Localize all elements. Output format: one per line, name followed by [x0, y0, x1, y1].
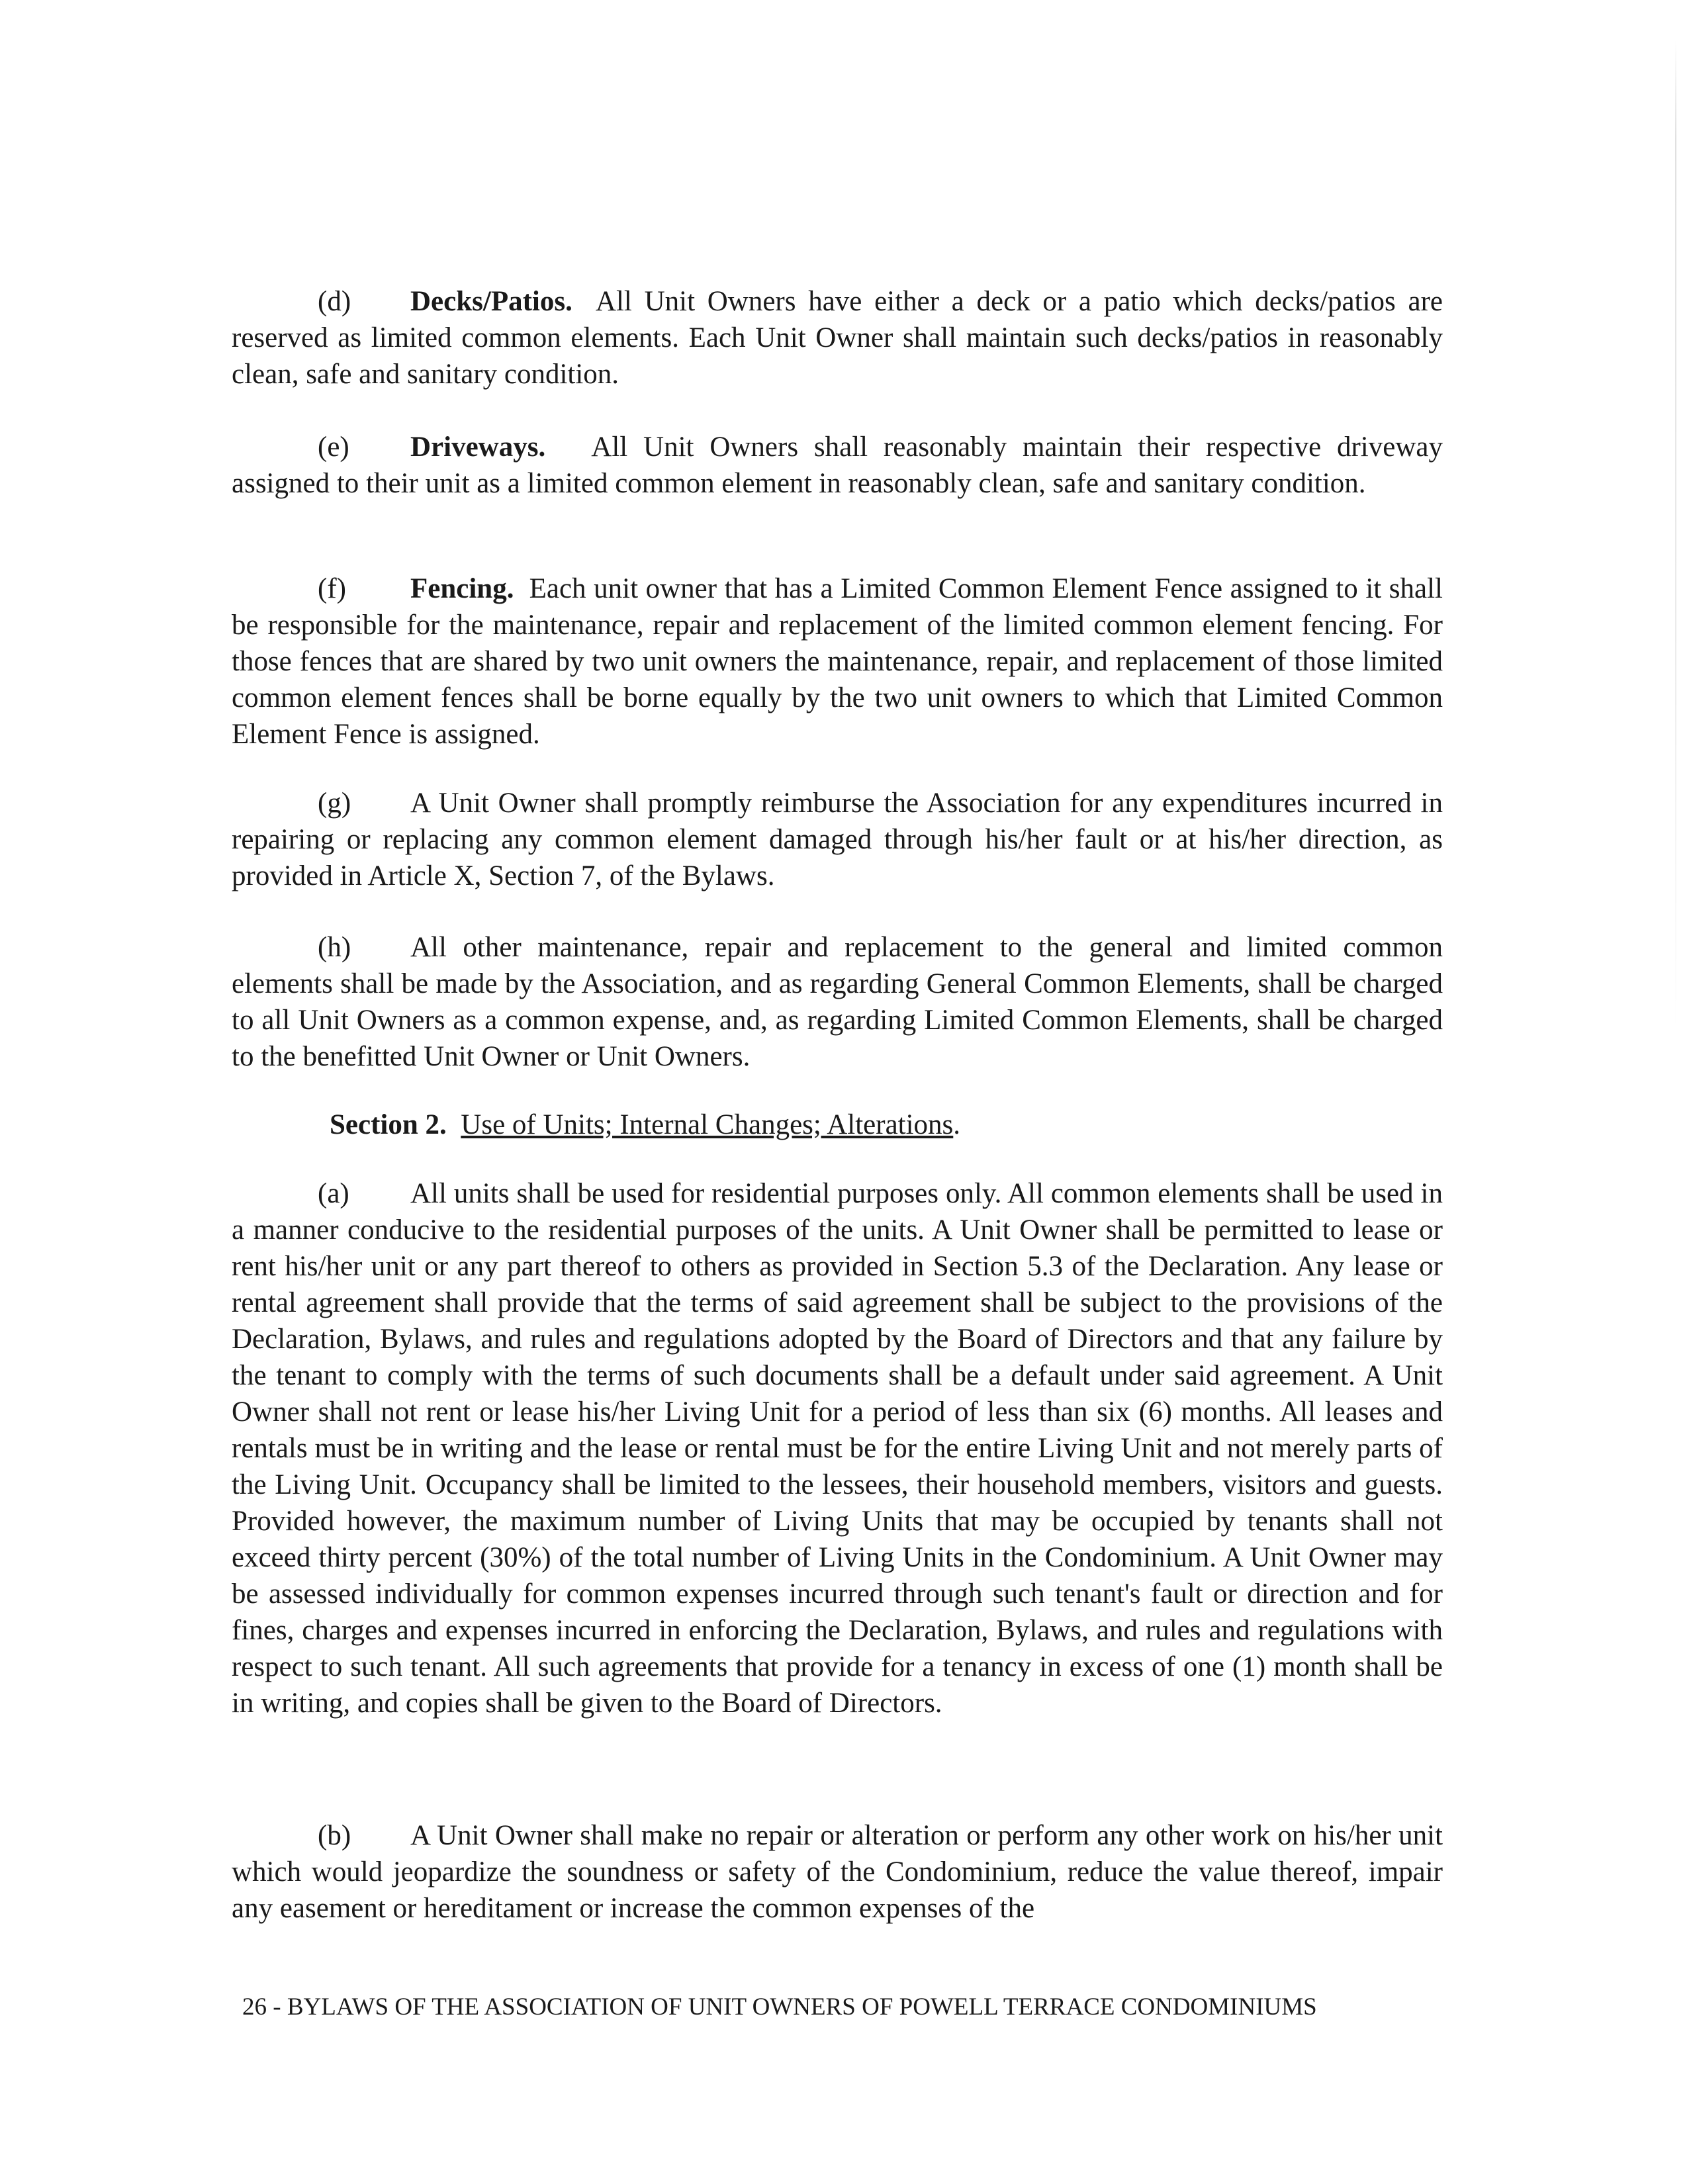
paragraph-f-heading: Fencing.	[410, 573, 514, 604]
paragraph-d-heading: Decks/Patios.	[410, 286, 572, 317]
paragraph-b-label: (b)	[318, 1820, 351, 1851]
paragraph-h	[232, 929, 1443, 1075]
paragraph-f-label: (f)	[318, 573, 346, 604]
paragraph-e	[232, 429, 1443, 502]
paragraph-d-label: (d)	[318, 286, 351, 317]
section-2-heading	[330, 1107, 960, 1143]
paragraph-a-label: (a)	[318, 1178, 349, 1209]
paragraph-e-label: (e)	[318, 432, 349, 463]
paragraph-g	[232, 785, 1443, 894]
paragraph-a-text: All units shall be used for residential purposes only. All common elements shall be used in a manner conducive to the residential purposes of the units. A Unit Owner shall be permitted to lease or rent his/her unit or any part thereof to others as provided in Section 5.3 of the Declaration. Any lease or rental agreement shall provide that the terms of said agreement shall be subject to the provisions of the Declaration, Bylaws, and rules and regulations adopted by the Board of Directors and that any failure by the tenant to comply with the terms of such documents shall be a default under said agreement. A Unit Owner shall not rent or lease his/her Living Unit for a period of less than six (6) months. All leases and rentals must be in writing and the lease or rental must be for the entire Living Unit and not merely parts of the Living Unit. Occupancy shall be limited to the lessees, their household members, visitors and guests. Provided however, the maximum number of Living Units that may be occupied by tenants shall not exceed thirty percent (30%) of the total number of Living Units in the Condominium. A Unit Owner may be assessed individually for common expenses incurred through such tenant's fault or direction and for fines, charges and expenses incurred in enforcing the Declaration, Bylaws, and rules and regulations with respect to such tenant. All such agreements that provide for a tenancy in excess of one (1) month shall be in writing, and copies shall be given to the Board of Directors.	[232, 1178, 1443, 1719]
paragraph-f-text: Each unit owner that has a Limited Common Element Fence assigned to it shall be responsible for the maintenance, repair and replacement of the limited common element fencing. For those fences that are shared by two unit owners the maintenance, repair, and replacement of those limited common element fences shall be borne equally by the two unit owners to which that Limited Common Element Fence is assigned.	[232, 573, 1443, 750]
paragraph-f	[232, 570, 1443, 752]
paragraph-a	[232, 1175, 1443, 1721]
section-2-number: Section 2.	[330, 1109, 447, 1140]
paragraph-g-text: A Unit Owner shall promptly reimburse the Association for any expenditures incurred in repairing or replacing any common element damaged through his/her fault or at his/her direction, as provided in Article X, Section 7, of the Bylaws.	[232, 788, 1443, 891]
paragraph-b-text: A Unit Owner shall make no repair or alteration or perform any other work on his/her unit which would jeopardize the soundness or safety of the Condominium, reduce the value thereof, impair any easement or hereditament or increase the common expenses of the	[232, 1820, 1443, 1924]
paragraph-d	[232, 283, 1443, 392]
scan-edge-line	[1675, 40, 1676, 1032]
paragraph-h-text: All other maintenance, repair and replacement to the general and limited common elements shall be made by the Association, and as regarding General Common Elements, shall be charged to all Unit Owners as a common expense, and, as regarding Limited Common Elements, shall be charged to the benefitted Unit Owner or Unit Owners.	[232, 932, 1443, 1072]
section-2-title: Use of Units; Internal Changes; Alterations	[461, 1109, 954, 1140]
section-2-period: .	[953, 1109, 961, 1140]
paragraph-e-heading: Driveways.	[410, 432, 546, 463]
paragraph-d-text: All Unit Owners have either a deck or a patio which decks/patios are reserved as limited common elements. Each Unit Owner shall maintain such decks/patios in reasonably clean, safe and sanitary condition.	[232, 286, 1443, 390]
paragraph-h-label: (h)	[318, 932, 351, 963]
paragraph-b	[232, 1817, 1443, 1927]
page-footer: 26 - BYLAWS OF THE ASSOCIATION OF UNIT OWNERS OF POWELL TERRACE CONDOMINIUMS	[242, 1993, 1317, 2021]
paragraph-g-label: (g)	[318, 788, 351, 819]
paragraph-e-text: All Unit Owners shall reasonably maintain their respective driveway assigned to their unit as a limited common element in reasonably clean, safe and sanitary condition.	[232, 432, 1443, 499]
